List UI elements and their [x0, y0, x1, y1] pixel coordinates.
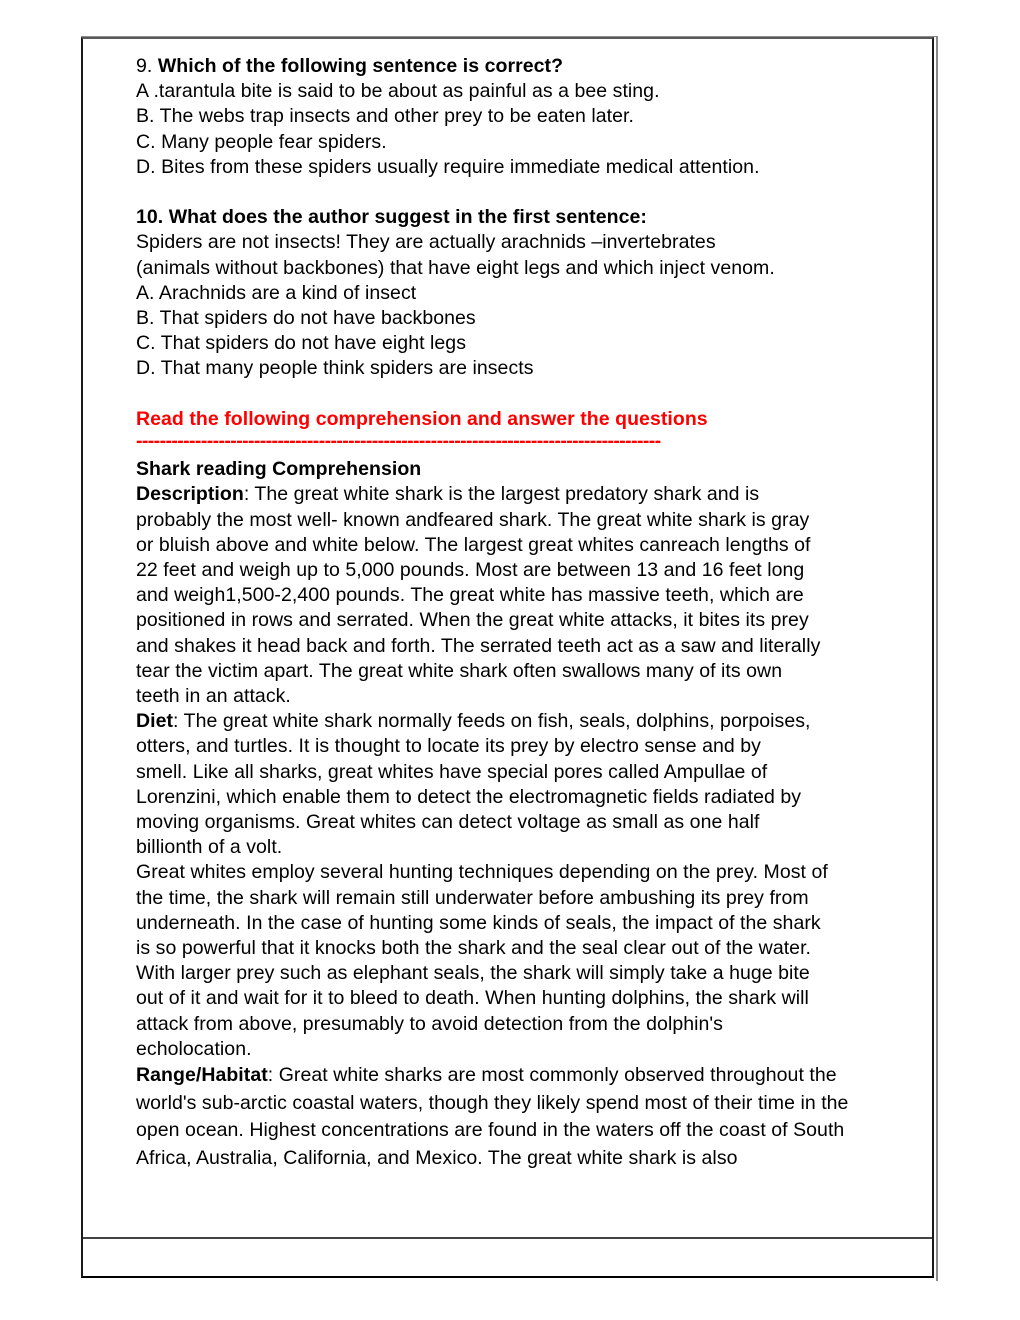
- question-9-option-c: C. Many people fear spiders.: [136, 130, 387, 153]
- habitat-label: Range/Habitat: [136, 1064, 268, 1087]
- question-9-text: Which of the following sentence is correct?: [157, 55, 564, 77]
- diet-line: otters, and turtles. It is thought to locate its prey by electro sense and by: [136, 735, 761, 758]
- question-9-option-b: B. The webs trap insects and other prey to be eaten later.: [136, 105, 634, 128]
- diet-line: Lorenzini, which enable them to detect the electromagnetic fields radiated by: [136, 785, 802, 808]
- spacer: [136, 382, 926, 407]
- description-line: and shakes it head back and forth. The serrated teeth act as a saw and literally: [136, 634, 821, 657]
- question-10-option-a: A. Arachnids are a kind of insect: [136, 281, 417, 304]
- description-line: 22 feet and weigh up to 5,000 pounds. Most are between 13 and 16 feet long: [136, 559, 805, 582]
- question-9-prompt: [136, 54, 926, 79]
- hunting-line: is so powerful that it knocks both the shark and the seal clear out of the water.: [136, 937, 812, 960]
- description-line: and weigh1,500-2,400 pounds. The great white has massive teeth, which are: [136, 584, 804, 607]
- spacer: [136, 180, 926, 205]
- hunting-line: out of it and wait for it to bleed to death. When hunting dolphins, the shark will: [136, 987, 809, 1010]
- description-line: teeth in an attack.: [136, 685, 291, 708]
- description-line: probably the most well- known andfeared shark. The great white shark is gray: [136, 508, 810, 531]
- question-9-option-a: A .tarantula bite is said to be about as painful as a bee sting.: [136, 80, 660, 103]
- diet-label: Diet: [136, 710, 174, 733]
- instruction-heading: Read the following comprehension and answer the questions: [136, 407, 708, 430]
- question-9-number: 9.: [136, 55, 153, 77]
- shark-passage: [136, 457, 926, 1172]
- question-10: [136, 205, 926, 381]
- habitat-first-text: : Great white sharks are most commonly observed throughout the: [267, 1064, 837, 1087]
- diet-line: moving organisms. Great whites can detect voltage as small as one half: [136, 811, 760, 834]
- question-9-option-d: D. Bites from these spiders usually require immediate medical attention.: [136, 155, 760, 178]
- hunting-line: With larger prey such as elephant seals, the shark will simply take a huge bite: [136, 962, 810, 985]
- question-10-quote-line-1: Spiders are not insects! They are actually arachnids –invertebrates: [136, 231, 716, 254]
- diet-line: smell. Like all sharks, great whites have special pores called Ampullae of: [136, 760, 768, 783]
- passage-title: Shark reading Comprehension: [136, 458, 422, 481]
- hunting-line: the time, the shark will remain still underwater before ambushing its prey from: [136, 886, 809, 909]
- document-content: [136, 54, 926, 1172]
- description-line: or bluish above and white below. The largest great whites canreach lengths of: [136, 533, 811, 556]
- description-first-line: [136, 482, 926, 507]
- hunting-line: echolocation.: [136, 1037, 252, 1060]
- question-10-option-c: C. That spiders do not have eight legs: [136, 332, 466, 355]
- diet-line: billionth of a volt.: [136, 836, 283, 859]
- instruction-separator: -----------------------------------------------------------------------------------------: [136, 432, 661, 453]
- footer-divider: [83, 1237, 932, 1239]
- question-10-prompt: 10. What does the author suggest in the first sentence:: [136, 206, 647, 229]
- hunting-line: underneath. In the case of hunting some kinds of seals, the impact of the shark: [136, 911, 821, 934]
- description-first-text: : The great white shark is the largest predatory shark and is: [243, 483, 760, 506]
- description-label: Description: [136, 483, 244, 506]
- habitat-line: Africa, Australia, California, and Mexico. The great white shark is also: [136, 1146, 738, 1169]
- question-10-option-b: B. That spiders do not have backbones: [136, 307, 476, 330]
- habitat-line: world's sub-arctic coastal waters, though they likely spend most of their time in the: [136, 1091, 849, 1114]
- diet-first-text: : The great white shark normally feeds on fish, seals, dolphins, porpoises,: [173, 710, 811, 733]
- page-frame-outer-right: [936, 37, 938, 1281]
- question-9: [136, 54, 926, 180]
- diet-first-line: [136, 709, 926, 734]
- habitat-first-line: [136, 1062, 926, 1090]
- hunting-line: Great whites employ several hunting techniques depending on the prey. Most of: [136, 861, 828, 884]
- question-10-option-d: D. That many people think spiders are insects: [136, 357, 534, 380]
- hunting-line: attack from above, presumably to avoid detection from the dolphin's: [136, 1012, 723, 1035]
- question-10-quote-line-2: (animals without backbones) that have eight legs and which inject venom.: [136, 256, 775, 279]
- description-line: tear the victim apart. The great white shark often swallows many of its own: [136, 659, 783, 682]
- description-line: positioned in rows and serrated. When the great white attacks, it bites its prey: [136, 609, 809, 632]
- habitat-line: open ocean. Highest concentrations are found in the waters off the coast of South: [136, 1119, 845, 1142]
